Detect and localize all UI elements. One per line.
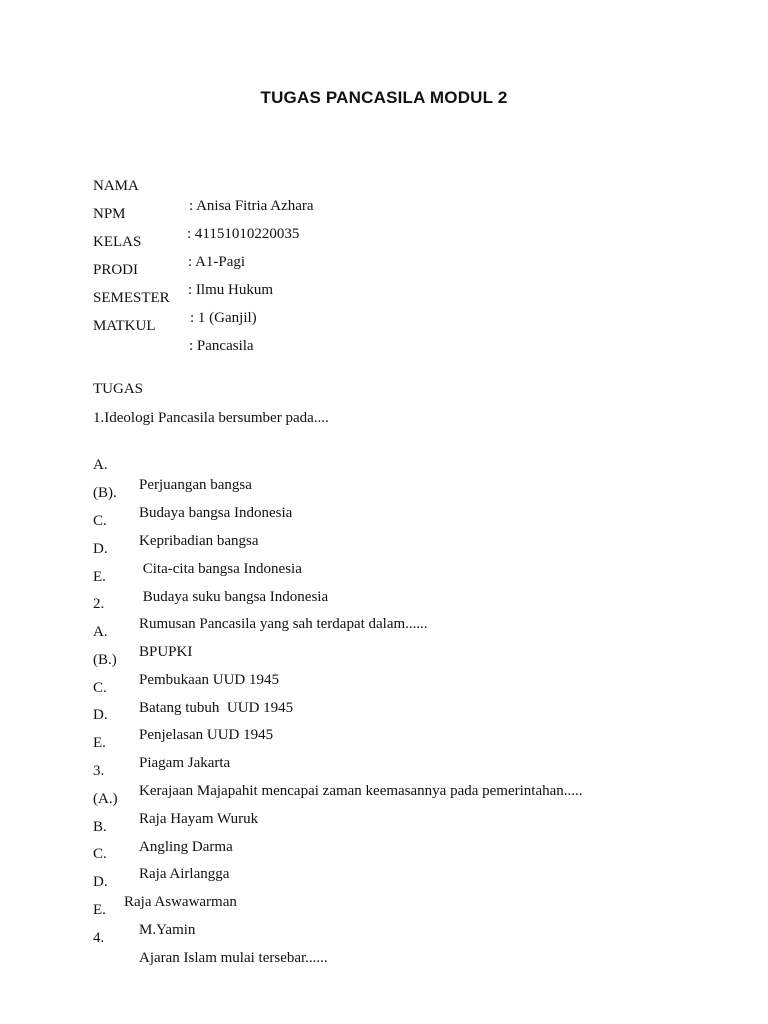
option-text: Raja Aswawarman <box>124 894 237 910</box>
option <box>0 435 768 493</box>
identity-label: KELAS <box>93 234 142 250</box>
identity-label: PRODI <box>93 262 139 278</box>
option-text: Budaya suku bangsa Indonesia <box>139 589 329 605</box>
option-text: Budaya bangsa Indonesia <box>139 505 293 521</box>
option-letter: E. <box>93 902 106 918</box>
option-letter: A. <box>93 457 108 473</box>
option-text: Batang tubuh UUD 1945 <box>139 700 294 716</box>
option-letter: D. <box>93 874 108 890</box>
option-text: Raja Hayam Wuruk <box>139 811 259 827</box>
document-title: TUGAS PANCASILA MODUL 2 <box>260 88 508 107</box>
option-letter: C. <box>93 846 107 862</box>
option-text: Piagam Jakarta <box>139 755 231 771</box>
option-text: BPUPKI <box>139 644 193 660</box>
option-text: Angling Darma <box>139 839 233 855</box>
option-letter: D. <box>93 707 108 723</box>
question-text: Ideologi Pancasila bersumber pada.... <box>104 410 329 426</box>
question-text: Rumusan Pancasila yang sah terdapat dalam...... <box>139 616 428 632</box>
identity-value: : Pancasila <box>189 338 254 354</box>
option-text: Penjelasan UUD 1945 <box>139 727 274 743</box>
option-letter: E. <box>93 735 106 751</box>
option-letter: B. <box>93 819 107 835</box>
option-letter: (A.) <box>93 791 118 807</box>
identity-label: NPM <box>93 206 126 222</box>
identity-label: NAMA <box>93 178 139 194</box>
option-text: M.Yamin <box>139 922 196 938</box>
option-text: Raja Airlangga <box>139 866 230 882</box>
option-letter: E. <box>93 569 106 585</box>
identity-value: : 1 (Ganjil) <box>190 310 257 326</box>
option-letter: D. <box>93 541 108 557</box>
option-letter: (B.) <box>93 652 117 668</box>
section-heading: TUGAS <box>93 381 144 397</box>
question-number: 3. <box>93 763 105 779</box>
identity-value: : Ilmu Hukum <box>188 282 273 298</box>
option-letter: A. <box>93 624 108 640</box>
question-1 <box>93 408 329 428</box>
identity-label: SEMESTER <box>93 290 170 306</box>
question-number: 4. <box>93 930 105 946</box>
option-letter: C. <box>93 513 107 529</box>
identity-label: MATKUL <box>93 318 156 334</box>
question-text: Ajaran Islam mulai tersebar...... <box>139 950 328 966</box>
option-letter: (B). <box>93 485 117 501</box>
option-letter: C. <box>93 680 107 696</box>
question-text: Kerajaan Majapahit mencapai zaman keemasannya pada pemerintahan..... <box>139 783 583 799</box>
identity-value: : Anisa Fitria Azhara <box>189 198 314 214</box>
option-text: Kepribadian bangsa <box>139 533 259 549</box>
question-number: 1. <box>93 410 105 426</box>
option-text: Perjuangan bangsa <box>139 477 252 493</box>
question-number: 2. <box>93 596 105 612</box>
option-text: Cita-cita bangsa Indonesia <box>139 561 302 577</box>
option-text: Pembukaan UUD 1945 <box>139 672 279 688</box>
identity-value: : 41151010220035 <box>187 226 300 242</box>
identity-value: : A1-Pagi <box>188 254 246 270</box>
